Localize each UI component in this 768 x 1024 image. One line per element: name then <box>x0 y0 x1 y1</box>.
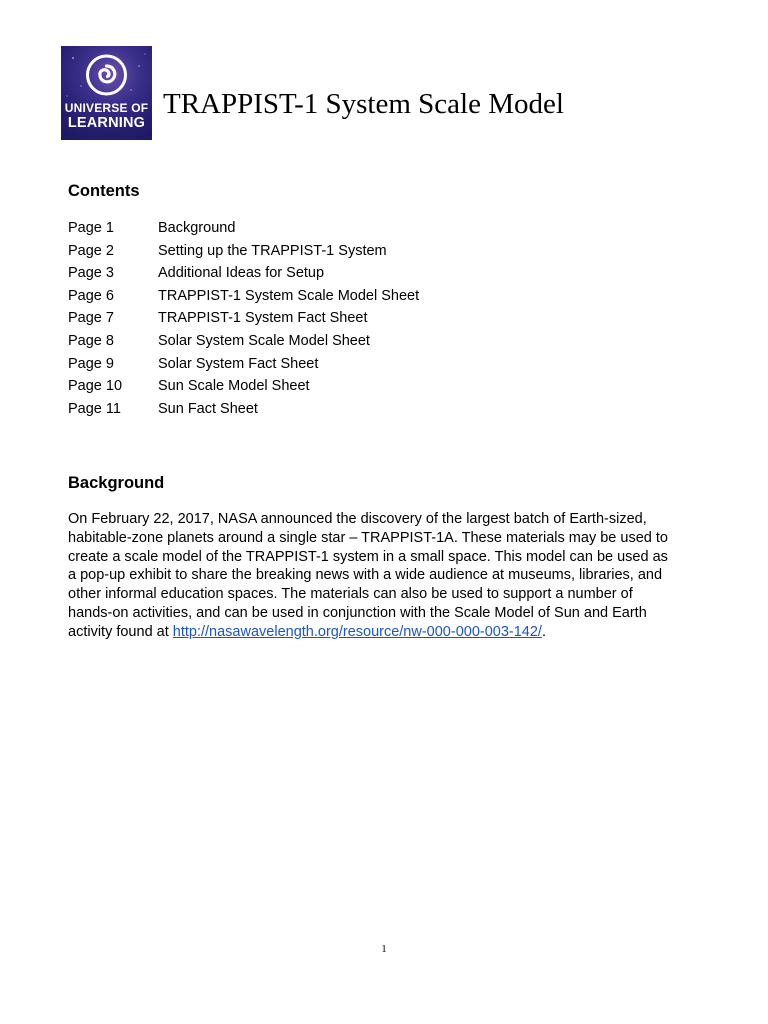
contents-heading: Contents <box>68 182 140 200</box>
toc-entry-title: TRAPPIST-1 System Fact Sheet <box>158 310 368 327</box>
toc-entry-title: Background <box>158 220 236 236</box>
toc-entry-title: Setting up the TRAPPIST-1 System <box>158 242 387 259</box>
page-number: 1 <box>381 943 387 955</box>
toc-page-number: Page 1 <box>68 220 114 236</box>
universe-of-learning-logo <box>61 46 152 140</box>
toc-entry-title: TRAPPIST-1 System Scale Model Sheet <box>158 287 420 304</box>
paragraph-line: On February 22, 2017, NASA announced the discovery of the largest batch of Earth-sized, <box>68 511 647 527</box>
paragraph-line: habitable-zone planets around a single star – TRAPPIST-1A. These materials may be used to <box>68 529 668 546</box>
toc-row <box>68 240 419 263</box>
toc-page-number: Page 8 <box>68 332 114 349</box>
toc-page-number: Page 3 <box>68 265 114 282</box>
background-paragraph <box>68 510 703 642</box>
paragraph-line: other informal education spaces. The materials can also be used to support a number of <box>68 586 633 603</box>
paragraph-line-prefix: activity found at <box>68 623 173 640</box>
toc-row <box>68 217 419 240</box>
logo-text-line2: LEARNING <box>67 115 146 131</box>
toc-entry-title: Additional Ideas for Setup <box>158 265 325 282</box>
table-of-contents <box>68 217 419 420</box>
logo-text-line1: UNIVERSE OF <box>64 101 149 115</box>
nasa-wavelength-resource-link[interactable]: http://nasawavelength.org/resource/nw-000-000-003-142/ <box>172 623 542 640</box>
toc-entry-title: Solar System Scale Model Sheet <box>158 332 370 349</box>
document-title: TRAPPIST-1 System Scale Model <box>163 88 564 120</box>
background-heading: Background <box>68 474 165 492</box>
toc-row <box>68 375 419 398</box>
toc-entry-title: Sun Scale Model Sheet <box>158 378 310 395</box>
toc-entry-title: Sun Fact Sheet <box>158 400 258 417</box>
toc-page-number: Page 9 <box>68 355 114 372</box>
toc-page-number: Page 11 <box>68 400 121 417</box>
paragraph-line: a pop-up exhibit to share the breaking news with a wide audience at museums, libraries, and <box>68 567 663 584</box>
toc-page-number: Page 6 <box>68 287 114 304</box>
toc-row <box>68 285 419 308</box>
toc-row <box>68 330 419 353</box>
paragraph-line: create a scale model of the TRAPPIST-1 system in a small space. This model can be used as <box>68 548 668 565</box>
toc-row <box>68 307 419 330</box>
paragraph-line: hands-on activities, and can be used in conjunction with the Scale Model of Sun and Earth <box>68 604 647 621</box>
toc-page-number: Page 7 <box>68 310 114 327</box>
toc-row <box>68 262 419 285</box>
paragraph-line-suffix: . <box>541 623 546 640</box>
toc-page-number: Page 2 <box>68 242 114 259</box>
toc-entry-title: Solar System Fact Sheet <box>158 355 319 372</box>
toc-row <box>68 398 419 421</box>
paragraph-last-line <box>68 623 703 642</box>
toc-row <box>68 353 419 376</box>
toc-page-number: Page 10 <box>68 378 123 395</box>
